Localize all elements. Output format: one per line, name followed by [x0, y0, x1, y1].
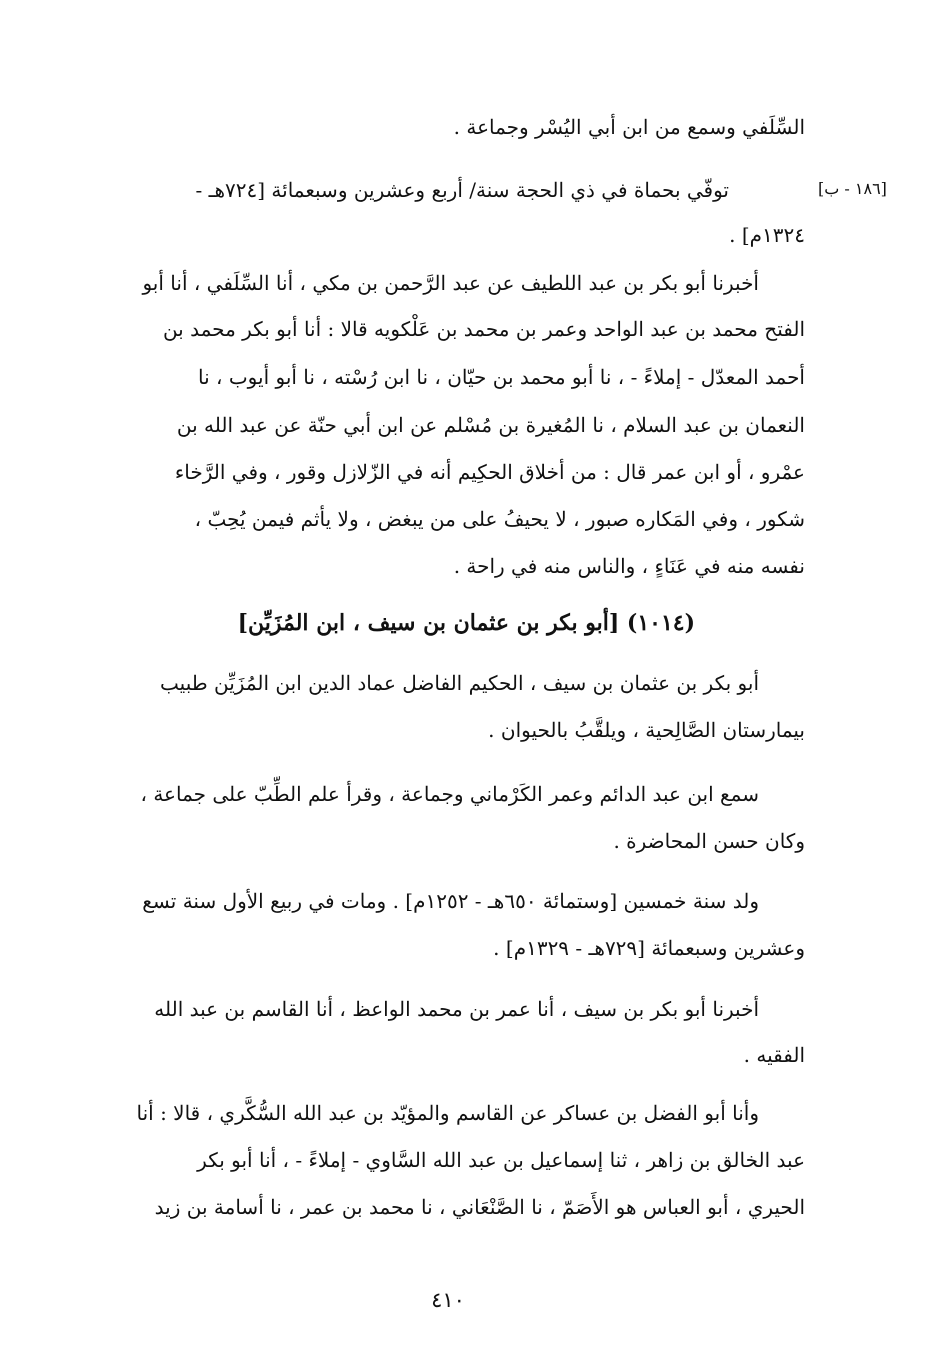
text-line-21: عبد الخالق بن زاهر ، ثنا إسماعيل بن عبد الله السَّاوي - إملاءً - ، أنا أبو بكر: [197, 1148, 805, 1172]
text-line-20: وأنا أبو الفضل بن عساكر عن القاسم والمؤيّد بن عبد الله السُّكَّري ، قالا : أنا: [136, 1101, 759, 1125]
text-line-22: الحيري ، أبو العباس هو الأَصَمّ ، نا الصَّنْعَاني ، نا محمد بن عمر ، نا أسامة بن زيد: [154, 1195, 805, 1219]
text-line-8: عمْرو ، أو ابن عمر قال : من أخلاق الحكِيم أنه في الزّلازل وقور ، وفي الرَّخاء: [174, 460, 805, 484]
text-line-3: ١٣٢٤م] .: [729, 223, 805, 247]
text-line-1: السِّلَفي وسمع من ابن أبي اليُسْر وجماعة .: [453, 115, 805, 139]
page-number: ٤١٠: [431, 1288, 465, 1312]
text-line-6: أحمد المعدّل - إملاءً - ، نا أبو محمد بن حيّان ، نا ابن رُسْته ، نا أبو أيوب ، نا: [198, 365, 805, 389]
text-line-13: بيمارستان الصَّالِحية ، ويلقَّبُ بالحيوان .: [488, 718, 805, 742]
text-line-16: ولد سنة خمسين [وستمائة ٦٥٠هـ - ١٢٥٢م] . ومات في ربيع الأول سنة تسع: [142, 889, 759, 913]
text-line-10: نفسه منه في عَنَاءٍ ، والناس منه في راحة .: [453, 554, 805, 578]
text-line-7: النعمان بن عبد السلام ، نا المُغيرة بن مُسْلم عن ابن أبي حنّة عن عبد الله بن: [176, 413, 805, 437]
text-line-12: أبو بكر بن عثمان بن سيف ، الحكيم الفاضل عماد الدين ابن المُزَيِّن طبيب: [160, 671, 759, 695]
text-line-17: وعشرين وسبعمائة [٧٢٩هـ - ١٣٢٩م] .: [493, 936, 805, 960]
text-line-19: الفقيه .: [743, 1043, 805, 1067]
entry-heading: (١٠١٤) [أبو بكر بن عثمان بن سيف ، ابن المُزَيِّن]: [237, 610, 695, 636]
text-line-14: سمع ابن عبد الدائم وعمر الكَرْماني وجماعة ، وقرأ علم الطِّبّ على جماعة ،: [140, 782, 759, 806]
text-line-4: أخبرنا أبو بكر بن عبد اللطيف عن عبد الرَّحمن بن مكي ، أنا السِّلَفي ، أنا أبو: [142, 271, 759, 295]
margin-folio-note: [١٨٦ - ب]: [818, 179, 887, 198]
text-line-15: وكان حسن المحاضرة .: [613, 829, 805, 853]
text-line-5: الفتح محمد بن عبد الواحد وعمر بن محمد بن عَلْكويه قالا : أنا أبو بكر محمد بن: [162, 317, 805, 341]
text-line-2: توفّي بحماة في ذي الحجة سنة/ أربع وعشرين وسبعمائة [٧٢٤هـ -: [195, 178, 729, 202]
text-line-9: شكور ، وفي المَكاره صبور ، لا يحيفُ على من يبغض ، ولا يأثم فيمن يُحِبّ ،: [194, 507, 805, 531]
text-line-18: أخبرنا أبو بكر بن سيف ، أنا عمر بن محمد الواعظ ، أنا القاسم بن عبد الله: [154, 997, 759, 1021]
